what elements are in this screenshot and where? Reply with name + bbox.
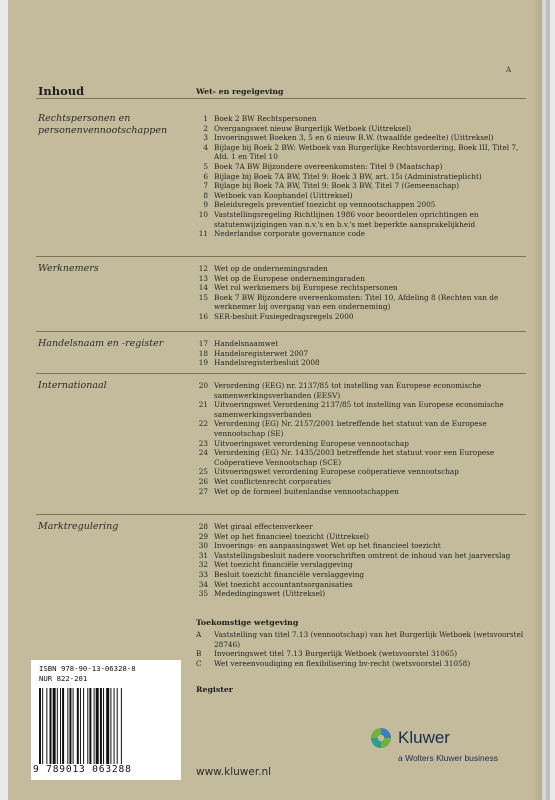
barcode-bar [73, 688, 74, 764]
toc-item-title: Mededingingswet (Uittreksel) [214, 589, 326, 599]
toc-item-title: Beleidsregels preventief toezicht op vennootschappen 2005 [214, 200, 436, 210]
toc-item-number: 28 [198, 522, 208, 531]
toc-item-title: Invoeringswet Boeken 3, 5 en 6 nieuw B.W. (twaalfde gedeelte) (Uittreksel) [214, 133, 494, 143]
publisher-tagline: a Wolters Kluwer business [398, 753, 498, 763]
toc-item-number: 32 [198, 560, 208, 570]
toc-item-number: 7 [203, 181, 208, 191]
toc-item-number: 16 [198, 311, 208, 321]
isbn-text [39, 664, 136, 683]
barcode-bar [42, 688, 43, 764]
toc-item-title: Vaststellingsregeling Richtlijnen 1986 voor beoordelen oprichtingen en statutenwijzigingen van n.v.'s en b.v.'s met beperkte aansprakelijkheid [214, 209, 479, 229]
title-rule [36, 98, 526, 99]
corner-mark: A [506, 66, 512, 74]
toc-item-number: 31 [198, 550, 208, 560]
toc-item-title: Handelsregisterbesluit 2008 [214, 358, 320, 368]
toc-item [196, 467, 526, 477]
toc-item [196, 293, 526, 312]
toc-item-title: Bijlage bij Boek 7A BW, Titel 9: Boek 3 BW, Titel 7 (Gemeenschap) [214, 181, 460, 191]
barcode-bar [94, 688, 95, 764]
toc-item-number: 10 [198, 209, 208, 219]
register-heading: Register [196, 685, 233, 694]
barcode-bar [57, 688, 58, 764]
toc-item-title: Wet op de formeel buitenlandse vennootschappen [214, 486, 399, 496]
toc-item [196, 381, 526, 400]
toc-item [196, 133, 526, 143]
barcode-bar [103, 688, 104, 764]
toc-item [196, 400, 526, 419]
toc-item [196, 229, 526, 239]
toc-item-title: Bijlage bij Boek 2 BW: Wetboek van Burgerlijke Rechtsvordering, Boek III, Titel 7, Afd. 1 en Titel 10 [214, 142, 519, 162]
toc-item [196, 419, 526, 438]
toc-item-number: 20 [198, 381, 208, 390]
section-title-marktregulering: Marktregulering [38, 521, 119, 532]
toc-item [196, 532, 526, 542]
toc-item-number: 15 [198, 292, 208, 302]
toc-item-title: Besluit toezicht financiële verslaggeving [214, 569, 365, 579]
toc-item-number: 6 [203, 171, 208, 181]
section-divider [36, 373, 526, 374]
barcode-bar [53, 688, 56, 764]
toc-item [196, 580, 526, 590]
section-divider [36, 331, 526, 332]
toc-item-title: Overgangswet nieuw Burgerlijk Wetboek (Uittreksel) [214, 123, 412, 133]
toc-item [196, 312, 526, 322]
cover-edge-shade [532, 0, 542, 800]
barcode-bar [69, 688, 71, 764]
toc-item [196, 339, 526, 349]
toc-item-number: 30 [198, 541, 208, 551]
toc-item-title: Wet toezicht financiële verslaggeving [214, 560, 353, 570]
toc-item [196, 349, 526, 359]
toc-item-title: Vaststelling van titel 7.13 (vennootschap) van het Burgerlijk Wetboek (wetsvoorstel 28746) [214, 630, 524, 649]
toc-item-number: 11 [198, 229, 208, 239]
toc-item [196, 274, 526, 284]
barcode-digits: 9 789013 063288 [33, 764, 132, 775]
kluwer-logo-icon [370, 727, 392, 749]
barcode-label [31, 660, 181, 780]
toc-item-title: Invoerings- en aanpassingswet Wet op het financieel toezicht [214, 541, 441, 551]
toc-item-title: Boek 2 BW Rechtspersonen [214, 114, 317, 123]
toc-item-number: 25 [198, 467, 208, 477]
toc-item-title: Vaststellingsbesluit nadere voorschriften omtrent de inhoud van het jaarverslag [214, 550, 511, 560]
toc-item [196, 210, 526, 229]
toc-item-number: 18 [198, 348, 208, 358]
toc-item [196, 439, 526, 449]
barcode-bar [114, 688, 115, 764]
section-title-werknemers: Werknemers [38, 263, 99, 274]
toc-item-title: SER-besluit Fusiegedragsregels 2000 [214, 311, 354, 321]
toc-item-number: B [196, 649, 202, 659]
toc-item [196, 200, 526, 210]
toc-item-number: 34 [198, 579, 208, 589]
barcode-bars [39, 688, 173, 764]
toc-item-number: 4 [203, 142, 208, 152]
barcode-bar [117, 688, 118, 764]
toc-item-title: Boek 7 BW Bijzondere overeenkomsten: Titel 10, Afdeling 8 (Rechten van de werknemer bij overgang van een onderneming) [214, 292, 499, 312]
toc-item-number: 3 [203, 133, 208, 143]
publisher-url[interactable]: www.kluwer.nl [196, 766, 272, 778]
toc-item-number: C [196, 658, 202, 668]
toc-item [196, 264, 526, 274]
section-items-handelsnaam [196, 339, 526, 368]
toc-item-title: Wet op de Europese ondernemingsraden [214, 273, 365, 283]
toc-item-title: Handelsnaamwet [214, 339, 279, 348]
toc-item-title: Wet conflictenrecht corporaties [214, 476, 331, 486]
toc-item-title: Boek 7A BW Bijzondere overeenkomsten: Titel 9 (Maatschap) [214, 161, 443, 171]
toc-item-title: Wet op het financieel toezicht (Uittreksel) [214, 531, 369, 541]
barcode-bar [80, 688, 81, 764]
toc-item-number: 29 [198, 531, 208, 541]
toc-item-number: 26 [198, 476, 208, 486]
publisher-name: Kluwer [398, 728, 450, 747]
section-items-werknemers [196, 264, 526, 322]
toc-item-title: Uitvoeringswet verordening Europese coöperatieve vennootschap [214, 467, 459, 477]
toc-item [196, 659, 526, 669]
toc-item-number: 1 [203, 114, 208, 123]
toc-item-number: 21 [198, 400, 208, 410]
toc-item-title: Wetboek van Koophandel (Uittreksel) [214, 190, 353, 200]
page-title: Inhoud [38, 84, 85, 98]
toc-item-title: Verordening (EG) Nr. 1435/2003 betreffende het statuut voor een Europese Coöperatieve Vennootschap (SCE) [214, 448, 495, 467]
toc-item-title: Uitvoeringswet verordening Europese vennootschap [214, 438, 409, 448]
barcode-bar [106, 688, 109, 764]
toc-item [196, 143, 526, 162]
section-title-internationaal: Internationaal [38, 380, 107, 391]
isbn-number: ISBN 978-90-13-06328-8 [39, 664, 136, 673]
toc-item-title: Bijlage bij Boek 7A BW, Titel 9: Boek 3 BW, art. 15i (Administratieplicht) [214, 171, 482, 181]
barcode-bar [62, 688, 64, 764]
toc-item [196, 358, 526, 368]
toc-item-number: 14 [198, 283, 208, 293]
toc-item [196, 649, 526, 659]
toc-item-title: Nederlandse corporate governance code [214, 229, 365, 239]
toc-item-title: Invoeringswet titel 7.13 Burgerlijk Wetboek (wetsvoorstel 31065) [214, 649, 458, 659]
toc-item-number: 9 [203, 200, 208, 210]
nur-code: NUR 822-201 [39, 673, 88, 683]
toc-item-number: 33 [198, 569, 208, 579]
toc-item [196, 487, 526, 497]
toc-item-number: A [196, 630, 202, 639]
toc-item-number: 5 [203, 161, 208, 171]
main-heading: Wet- en regelgeving [196, 87, 284, 96]
barcode-bar [77, 688, 79, 764]
toc-item-title: Verordening (EG) Nr. 2157/2001 betreffende het statuut van de Europese vennootschap (SE) [214, 419, 487, 438]
toc-item-title: Wet giraal effectenverkeer [214, 522, 313, 531]
toc-item [196, 191, 526, 201]
future-items [196, 630, 526, 668]
barcode-bar [60, 688, 61, 764]
toc-item [196, 162, 526, 172]
toc-item-title: Verordening (EEG) nr. 2137/85 tot instelling van Europese economische samenwerkingsverbanden (EESV) [214, 381, 482, 400]
toc-item [196, 541, 526, 551]
toc-item-number: 35 [198, 589, 208, 599]
section-divider [36, 514, 526, 515]
toc-item-title: Handelsregisterwet 2007 [214, 348, 309, 358]
barcode-bar [87, 688, 88, 764]
barcode-bar [50, 688, 52, 764]
toc-item-number: 27 [198, 486, 208, 496]
toc-item [196, 283, 526, 293]
future-heading: Toekomstige wetgeving [196, 618, 299, 627]
toc-item-number: 24 [198, 448, 208, 458]
barcode-bar [83, 688, 84, 764]
toc-item-number: 17 [198, 339, 208, 348]
toc-item-title: Wet rol werknemers bij Europese rechtspersonen [214, 283, 398, 293]
toc-item-number: 19 [198, 358, 208, 368]
toc-item-title: Wet toezicht accountantsorganisaties [214, 579, 353, 589]
toc-item [196, 172, 526, 182]
barcode-bar [39, 688, 41, 764]
barcode-bar [96, 688, 99, 764]
barcode-bar [110, 688, 111, 764]
section-divider [36, 256, 526, 257]
toc-item-number: 23 [198, 438, 208, 448]
toc-item [196, 477, 526, 487]
toc-item-number: 2 [203, 123, 208, 133]
toc-item [196, 181, 526, 191]
section-items-marktregulering [196, 522, 526, 599]
toc-item-title: Uitvoeringswet Verordening 2137/85 tot instelling van Europese economische samenwerkingsverbanden [214, 400, 504, 419]
toc-item [196, 522, 526, 532]
section-title-handelsnaam: Handelsnaam en -register [38, 338, 164, 349]
toc-item [196, 560, 526, 570]
toc-item-number: 8 [203, 190, 208, 200]
barcode-bar [121, 688, 122, 764]
toc-item-number: 22 [198, 419, 208, 429]
toc-item [196, 124, 526, 134]
barcode-bar [89, 688, 91, 764]
toc-item [196, 589, 526, 599]
toc-item [196, 448, 526, 467]
section-items-rechtspersonen [196, 114, 526, 239]
toc-item [196, 114, 526, 124]
barcode-bar [67, 688, 68, 764]
toc-item-number: 12 [198, 264, 208, 273]
toc-item [196, 551, 526, 561]
toc-item [196, 630, 526, 649]
section-title-rechtspersonen: Rechtspersonen en personenvennootschappen [38, 113, 168, 136]
barcode-bar [100, 688, 102, 764]
toc-item-title: Wet vereenvoudiging en flexibilisering bv-recht (wetsvoorstel 31058) [214, 658, 471, 668]
toc-item [196, 570, 526, 580]
barcode-bar [46, 688, 47, 764]
toc-item-number: 13 [198, 273, 208, 283]
toc-item-title: Wet op de ondernemingsraden [214, 264, 328, 273]
section-items-internationaal [196, 381, 526, 496]
